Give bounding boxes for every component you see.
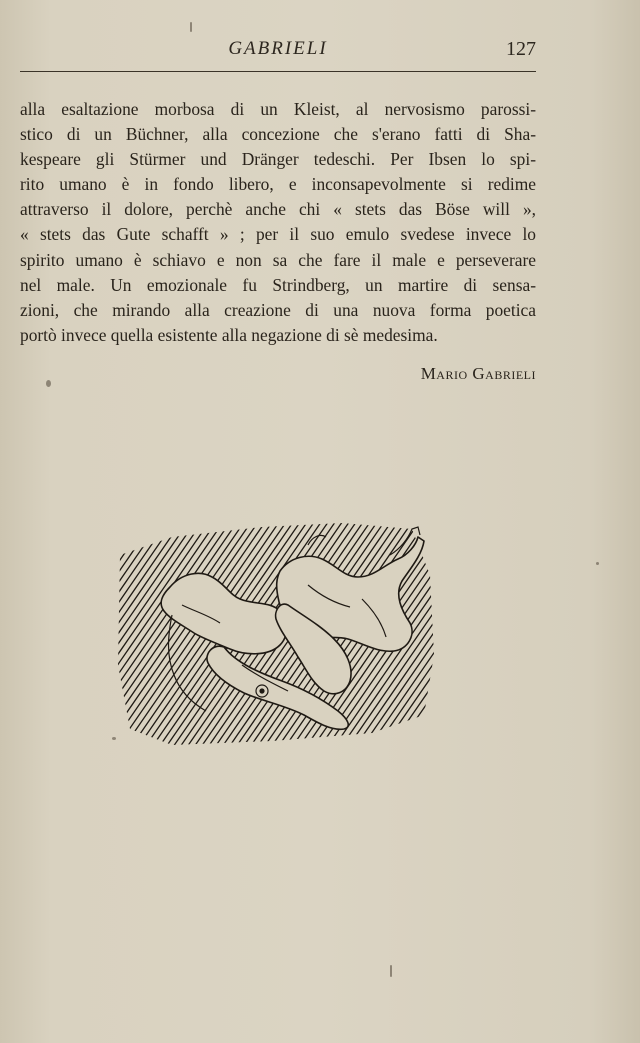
text-line: spirito umano è schiavo e non sa che fare il male e perseverare xyxy=(20,249,536,270)
text-line: stico di un Büchner, alla concezione che s'erano fatti di Sha- xyxy=(20,124,536,145)
paper-speck xyxy=(190,22,192,32)
paper-speck xyxy=(112,737,116,740)
hatch-line xyxy=(112,515,158,747)
hatch-line xyxy=(112,515,116,747)
hatch-line xyxy=(112,515,186,747)
text-line: nel male. Un emozionale fu Strindberg, un martire di sensa- xyxy=(20,274,536,295)
ink-illustration xyxy=(112,515,438,747)
text-line: attraverso il dolore, perchè anche chi « stets das Böse will », xyxy=(20,199,536,220)
paper-speck xyxy=(390,965,392,977)
text-line: kespeare gli Stürmer und Dränger tedeschi. Per Ibsen lo spi- xyxy=(20,149,536,170)
hatch-line xyxy=(112,515,200,747)
hatch-line xyxy=(112,515,172,747)
hatch-line xyxy=(112,515,144,747)
page-number: 127 xyxy=(506,38,536,60)
hatch-line xyxy=(112,515,151,747)
author-signature: Mario Gabrieli xyxy=(420,364,536,383)
text-line: alla esaltazione morbosa di un Kleist, al nervosismo parossi- xyxy=(20,99,536,119)
text-line: rito umano è in fondo libero, e inconsapevolmente si redime xyxy=(20,174,536,195)
running-head xyxy=(20,38,536,68)
hatched-figures-drawing xyxy=(112,515,438,747)
text-line: zioni, che mirando alla creazione di una nuova forma poetica xyxy=(20,299,536,320)
paper-speck xyxy=(46,380,51,387)
hatch-line xyxy=(425,515,438,747)
hatch-line xyxy=(112,515,193,747)
paper-speck xyxy=(596,562,599,565)
body-paragraph xyxy=(20,97,536,348)
text-line: portò invece quella esistente alla negazione di sè medesima. xyxy=(20,324,438,345)
text-line: « stets das Gute schafft » ; per il suo emulo svedese invece lo xyxy=(20,224,536,245)
hatch-line xyxy=(112,515,123,747)
header-rule xyxy=(20,71,536,72)
hatch-line xyxy=(432,515,438,747)
running-title: GABRIELI xyxy=(228,38,328,59)
